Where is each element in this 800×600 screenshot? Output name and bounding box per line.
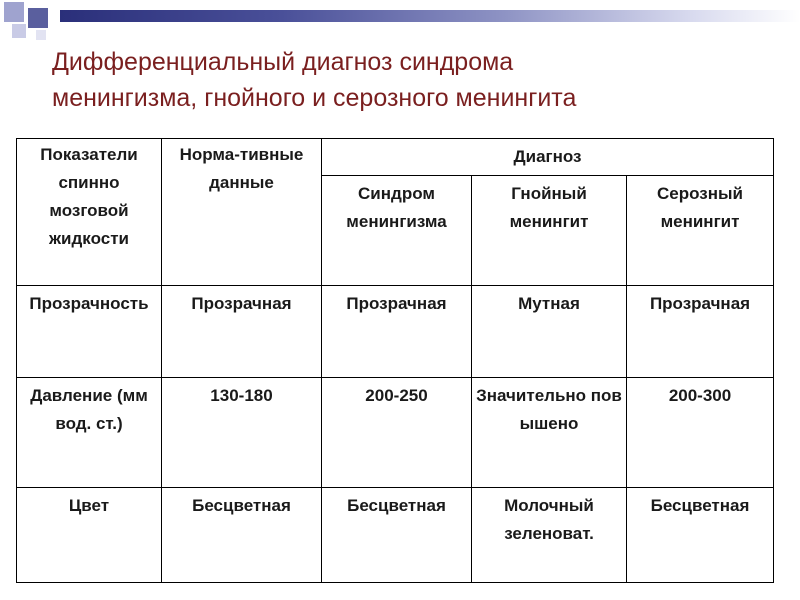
cell-norm: 130-180 <box>162 378 322 488</box>
table-row <box>17 488 774 583</box>
row-label: Прозрачность <box>17 286 162 378</box>
cell-purulent: Мутная <box>472 286 627 378</box>
cell-norm: Бесцветная <box>162 488 322 583</box>
row-label: Давление (мм вод. ст.) <box>17 378 162 488</box>
decor-square <box>28 8 48 28</box>
cell-serous: 200-300 <box>627 378 774 488</box>
table-row <box>17 286 774 378</box>
header-purulent: Гнойный менингит <box>472 176 627 286</box>
table-row <box>17 378 774 488</box>
title-line: менингизма, гнойного и серозного менингита <box>52 84 577 112</box>
decor-square <box>12 24 26 38</box>
header-diagnosis: Диагноз <box>322 139 774 176</box>
cell-norm: Прозрачная <box>162 286 322 378</box>
header-serous: Серозный менингит <box>627 176 774 286</box>
header-norm: Норма-тивные данные <box>162 139 322 286</box>
title-line: Дифференциальный диагноз синдрома <box>52 48 514 76</box>
row-label: Цвет <box>17 488 162 583</box>
cell-meningism: 200-250 <box>322 378 472 488</box>
cell-meningism: Прозрачная <box>322 286 472 378</box>
cell-serous: Прозрачная <box>627 286 774 378</box>
cell-serous: Бесцветная <box>627 488 774 583</box>
decor-square <box>36 30 46 40</box>
slide-title <box>52 44 772 116</box>
header-indicator: Показатели спинно мозговой жидкости <box>17 139 162 286</box>
cell-purulent: Значительно повышено <box>472 378 627 488</box>
cell-purulent: Молочный зеленоват. <box>472 488 627 583</box>
diagnosis-table <box>16 138 774 583</box>
slide-decoration <box>0 0 800 40</box>
decor-square <box>4 2 24 22</box>
header-row <box>17 139 774 176</box>
decor-bar <box>60 10 800 22</box>
cell-meningism: Бесцветная <box>322 488 472 583</box>
header-meningism: Синдром менингизма <box>322 176 472 286</box>
